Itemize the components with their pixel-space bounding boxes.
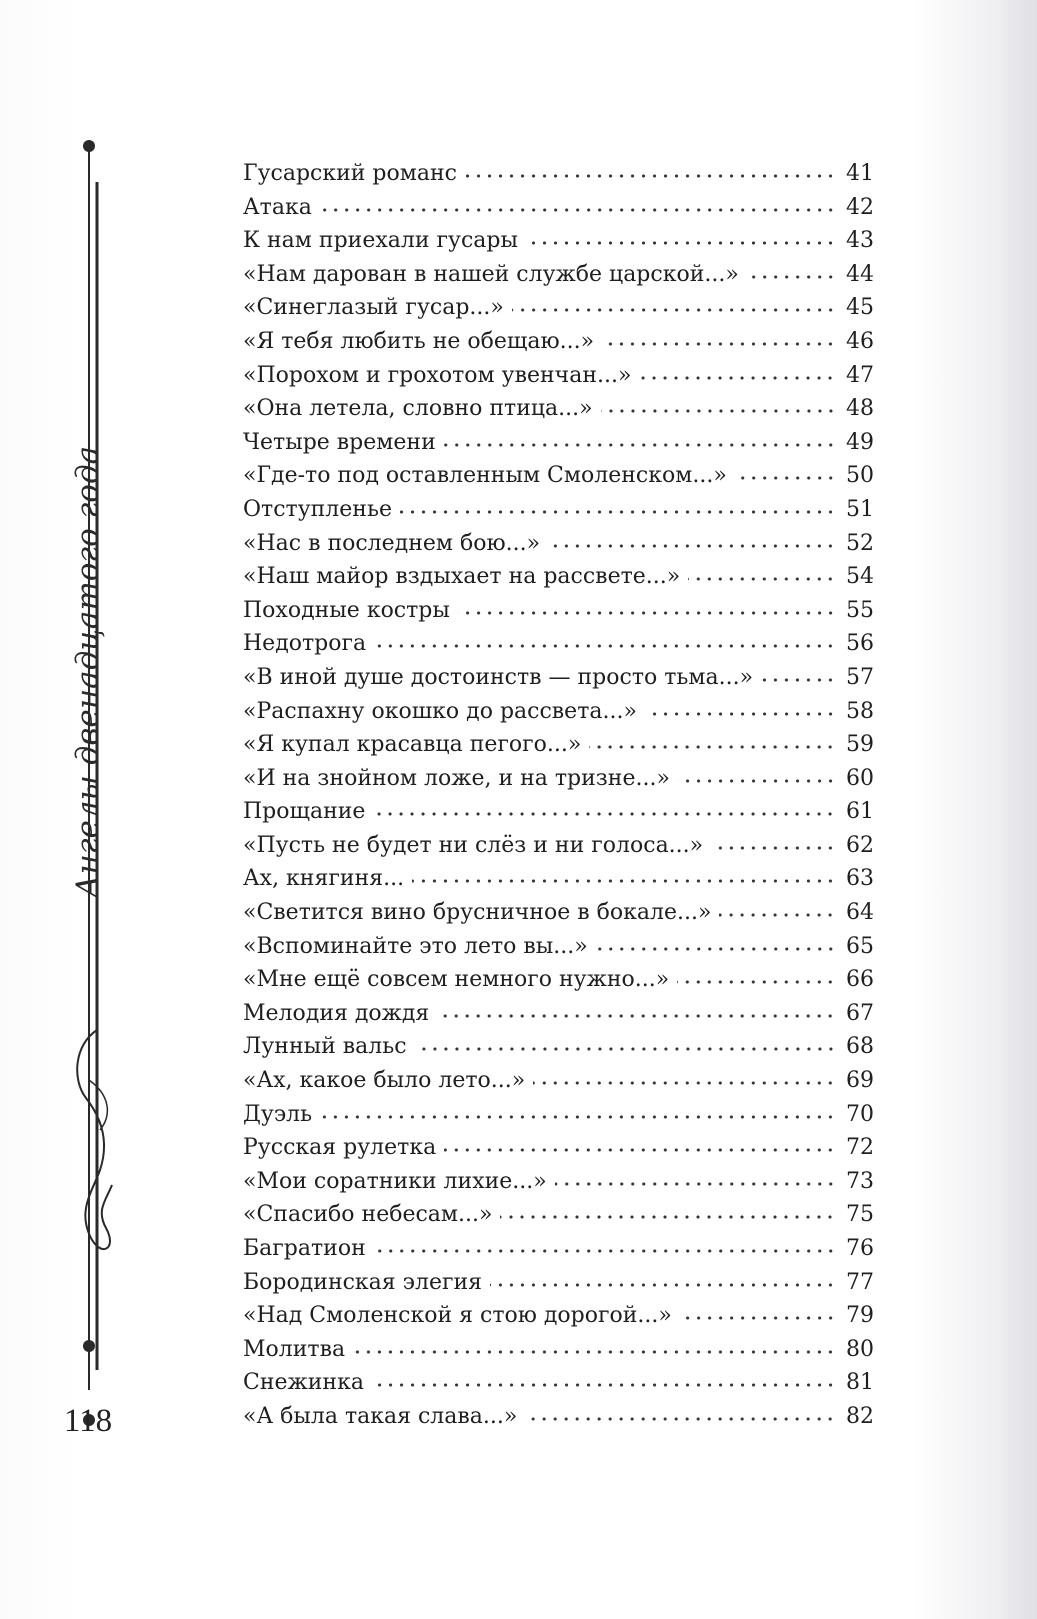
toc-entry-title: Молитва	[243, 1336, 346, 1362]
toc-entry-title: «Нас в последнем бою...»	[243, 530, 541, 556]
table-of-contents	[243, 161, 874, 1438]
toc-dot-leader	[412, 878, 836, 884]
toc-entry	[243, 161, 874, 195]
toc-entry	[243, 430, 874, 464]
toc-entry-page-number: 79	[846, 1303, 874, 1329]
toc-entry	[243, 1404, 874, 1438]
toc-entry-title: «Мои соратники лихие...»	[243, 1168, 547, 1194]
toc-dot-leader	[747, 274, 836, 280]
toc-entry-page-number: 68	[846, 1034, 874, 1060]
toc-dot-leader	[719, 912, 836, 918]
toc-entry-page-number: 43	[846, 228, 874, 254]
toc-dot-leader	[601, 408, 836, 414]
toc-entry-title: «Синеглазый гусар...»	[243, 295, 504, 321]
toc-dot-leader	[677, 979, 836, 985]
toc-entry	[243, 732, 874, 766]
toc-entry	[243, 363, 874, 397]
toc-entry-title: Прощание	[243, 799, 366, 825]
toc-entry-page-number: 56	[846, 631, 874, 657]
toc-entry-title: Четыре времени	[243, 429, 436, 455]
toc-entry	[243, 799, 874, 833]
toc-entry-title: Атака	[243, 194, 312, 220]
toc-entry-page-number: 54	[846, 564, 874, 590]
toc-entry	[243, 699, 874, 733]
toc-entry-title: «Нам дарован в нашей службе царской...»	[243, 261, 739, 287]
toc-dot-leader	[372, 1382, 836, 1388]
toc-entry-page-number: 77	[846, 1269, 874, 1295]
toc-entry	[243, 866, 874, 900]
toc-entry-page-number: 76	[846, 1236, 874, 1261]
toc-dot-leader	[589, 744, 836, 750]
toc-entry	[243, 329, 874, 363]
toc-dot-leader	[645, 711, 836, 717]
toc-entry	[243, 1270, 874, 1304]
toc-dot-leader	[374, 643, 836, 649]
toc-dot-leader	[680, 1315, 836, 1321]
toc-entry-title: «Пусть не будет ни слёз и ни голоса...»	[243, 832, 704, 858]
toc-entry-page-number: 70	[846, 1101, 874, 1127]
toc-entry-page-number: 75	[846, 1202, 874, 1228]
toc-dot-leader	[678, 778, 836, 784]
toc-entry	[243, 396, 874, 430]
toc-entry	[243, 463, 874, 497]
toc-entry-title: «Я тебя любить не обещаю...»	[243, 328, 595, 354]
toc-dot-leader	[400, 509, 836, 515]
toc-entry-title: Ах, княгиня...	[243, 866, 405, 892]
toc-entry-page-number: 49	[846, 429, 874, 455]
toc-entry	[243, 1135, 874, 1169]
toc-entry-title: «Она летела, словно птица...»	[243, 396, 593, 422]
toc-entry-title: «И на знойном ложе, и на тризне...»	[243, 765, 670, 791]
toc-entry-page-number: 57	[846, 664, 874, 690]
toc-entry-title: «Распахну окошко до рассвета...»	[243, 698, 637, 724]
toc-dot-leader	[639, 375, 836, 381]
toc-entry-title: «Порохом и грохотом увенчан...»	[243, 362, 632, 388]
toc-dot-leader	[711, 845, 836, 851]
toc-entry-page-number: 62	[846, 832, 874, 858]
toc-entry-title: Снежинка	[243, 1370, 364, 1396]
toc-dot-leader	[548, 543, 836, 549]
toc-entry-page-number: 64	[846, 900, 874, 926]
toc-entry-page-number: 81	[846, 1370, 874, 1396]
toc-dot-leader	[526, 240, 836, 246]
toc-dot-leader	[555, 1181, 836, 1187]
toc-entry-page-number: 46	[846, 328, 874, 354]
toc-entry-page-number: 50	[846, 463, 874, 489]
toc-entry-page-number: 66	[846, 967, 874, 993]
toc-entry	[243, 598, 874, 632]
toc-dot-leader	[374, 1248, 836, 1254]
toc-entry-title: «Наш майор вздыхает на рассвете...»	[243, 564, 681, 590]
toc-entry	[243, 531, 874, 565]
toc-entry-title: Русская рулетка	[243, 1135, 437, 1161]
toc-entry-title: «Светится вино брусничное в бокале...»	[243, 900, 712, 926]
toc-entry	[243, 967, 874, 1001]
toc-entry-page-number: 59	[846, 732, 874, 758]
toc-entry-title: «Где-то под оставленным Смоленском...»	[243, 463, 727, 489]
page-fold-shadow	[997, 0, 1037, 1619]
toc-entry	[243, 228, 874, 262]
toc-entry-page-number: 61	[846, 799, 874, 825]
toc-entry	[243, 295, 874, 329]
toc-entry-page-number: 82	[846, 1403, 874, 1429]
running-title: Ангелы двенадцатого года	[70, 445, 106, 899]
toc-entry	[243, 1001, 874, 1035]
toc-entry-title: «Над Смоленской я стою дорогой...»	[243, 1303, 672, 1329]
toc-entry	[243, 262, 874, 296]
toc-entry-page-number: 65	[846, 933, 874, 959]
toc-dot-leader	[373, 811, 836, 817]
toc-dot-leader	[320, 1114, 836, 1120]
toc-dot-leader	[444, 442, 836, 448]
toc-dot-leader	[500, 1214, 836, 1220]
toc-entry-title: «Вспоминайте это лето вы...»	[243, 933, 588, 959]
toc-entry-page-number: 47	[846, 362, 874, 388]
toc-dot-leader	[525, 1416, 836, 1422]
toc-dot-leader	[596, 946, 836, 952]
toc-entry	[243, 1202, 874, 1236]
toc-dot-leader	[490, 1282, 836, 1288]
toc-entry-page-number: 44	[846, 261, 874, 287]
toc-entry	[243, 1370, 874, 1404]
toc-entry-page-number: 41	[846, 161, 874, 186]
toc-dot-leader	[353, 1349, 836, 1355]
toc-entry	[243, 766, 874, 800]
toc-entry	[243, 665, 874, 699]
toc-dot-leader	[761, 677, 836, 683]
toc-entry	[243, 900, 874, 934]
toc-entry	[243, 631, 874, 665]
toc-entry-title: Багратион	[243, 1236, 366, 1261]
toc-entry-page-number: 42	[846, 194, 874, 220]
toc-entry-title: Лунный вальс	[243, 1034, 407, 1060]
toc-dot-leader	[444, 1147, 836, 1153]
toc-entry-page-number: 69	[846, 1068, 874, 1094]
toc-entry-page-number: 55	[846, 597, 874, 623]
toc-entry	[243, 1337, 874, 1371]
toc-entry-title: «Я купал красавца пегого...»	[243, 732, 582, 758]
toc-entry-title: Бородинская элегия	[243, 1269, 483, 1295]
toc-entry-page-number: 67	[846, 1000, 874, 1026]
toc-dot-leader	[512, 307, 836, 313]
toc-entry	[243, 1102, 874, 1136]
toc-dot-leader	[688, 576, 836, 582]
toc-entry-title: Мелодия дождя	[243, 1000, 430, 1026]
toc-entry-title: «В иной душе достоинств — просто тьма...»	[243, 664, 754, 690]
toc-entry-title: Недотрога	[243, 631, 367, 657]
toc-dot-leader	[320, 207, 836, 213]
toc-entry-page-number: 51	[846, 496, 874, 522]
toc-entry-title: «Спасибо небесам...»	[243, 1202, 493, 1228]
toc-entry	[243, 934, 874, 968]
toc-entry	[243, 1303, 874, 1337]
toc-entry-title: «А была такая слава...»	[243, 1403, 518, 1429]
toc-entry-title: Гусарский романс	[243, 161, 457, 186]
toc-dot-leader	[415, 1046, 836, 1052]
toc-entry-title: Походные костры	[243, 597, 450, 623]
toc-dot-leader	[735, 475, 836, 481]
toc-entry-page-number: 60	[846, 765, 874, 791]
toc-entry-page-number: 73	[846, 1168, 874, 1194]
toc-entry	[243, 497, 874, 531]
toc-entry-title: «Ах, какое было лето...»	[243, 1068, 526, 1094]
toc-entry-title: Отступленье	[243, 496, 392, 522]
toc-dot-leader	[437, 1013, 836, 1019]
toc-entry	[243, 833, 874, 867]
toc-dot-leader	[533, 1080, 836, 1086]
toc-entry-page-number: 52	[846, 530, 874, 556]
toc-dot-leader	[602, 341, 836, 347]
toc-entry	[243, 564, 874, 598]
toc-entry-page-number: 80	[846, 1336, 874, 1362]
toc-entry	[243, 1169, 874, 1203]
toc-entry-page-number: 58	[846, 698, 874, 724]
toc-dot-leader	[465, 173, 836, 179]
toc-entry-title: К нам приехали гусары	[243, 228, 518, 254]
toc-entry	[243, 1034, 874, 1068]
toc-entry-title: «Мне ещё совсем немного нужно...»	[243, 967, 670, 993]
toc-entry-title: Дуэль	[243, 1101, 313, 1127]
toc-entry	[243, 195, 874, 229]
toc-entry-page-number: 63	[846, 866, 874, 892]
toc-entry-page-number: 72	[846, 1135, 874, 1161]
toc-entry	[243, 1236, 874, 1270]
toc-entry-page-number: 45	[846, 295, 874, 321]
toc-entry	[243, 1068, 874, 1102]
toc-entry-page-number: 48	[846, 396, 874, 422]
page-number: 118	[63, 1403, 113, 1439]
toc-dot-leader	[458, 610, 836, 616]
